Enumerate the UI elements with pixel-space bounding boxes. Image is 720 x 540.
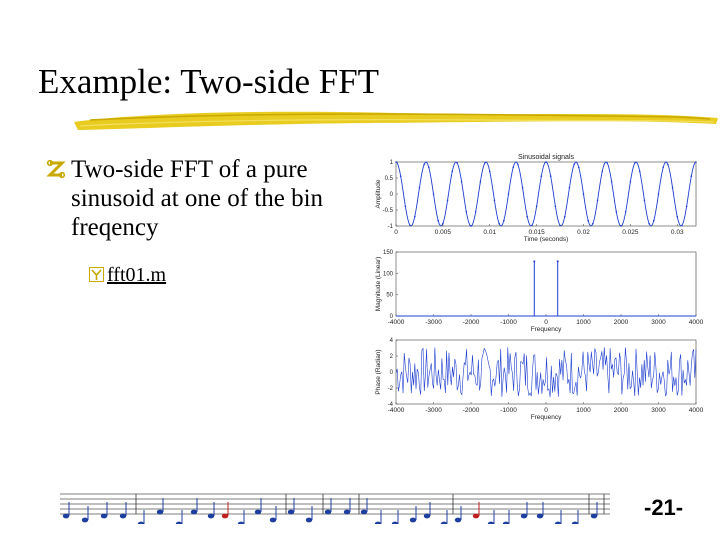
- x-tick-label: 0: [544, 407, 548, 414]
- data-point: [498, 223, 500, 225]
- music-note: [191, 510, 197, 515]
- music-note: [473, 514, 479, 519]
- data-point: [466, 211, 468, 213]
- x-tick-label: -3000: [425, 319, 442, 326]
- data-point: [616, 211, 618, 213]
- music-note: [455, 518, 461, 523]
- y-tick-label: 2: [389, 354, 393, 360]
- data-point: [517, 164, 519, 166]
- music-note: [288, 510, 294, 515]
- x-tick-label: 2000: [613, 407, 629, 414]
- data-point: [461, 181, 463, 183]
- data-point: [644, 199, 646, 201]
- x-tick-label: 0.03: [670, 229, 684, 236]
- data-point: [409, 225, 411, 227]
- y-tick-label: 0: [389, 192, 393, 198]
- data-point: [606, 162, 608, 164]
- data-point: [484, 162, 486, 164]
- music-note: [488, 522, 494, 524]
- command-key-bullet-icon: [46, 158, 66, 180]
- data-point: [437, 220, 439, 222]
- music-note: [306, 518, 312, 523]
- x-tick-label: 1000: [576, 407, 591, 414]
- data-point: [639, 171, 641, 173]
- data-point: [470, 225, 472, 227]
- music-note: [270, 518, 276, 523]
- y-axis-label: Phase (Radian): [375, 349, 382, 395]
- data-point: [531, 225, 533, 227]
- y-axis-label: Magnitude (Linear): [375, 256, 382, 312]
- data-point: [508, 193, 510, 195]
- data-point: [494, 199, 496, 201]
- y-tick-label: 50: [386, 292, 393, 299]
- data-point: [475, 211, 477, 213]
- data-point: [578, 167, 580, 169]
- music-note: [176, 522, 182, 524]
- data-point: [695, 161, 697, 163]
- y-tick-label: 0: [389, 370, 393, 376]
- data-point: [536, 205, 538, 207]
- data-point: [601, 171, 603, 173]
- y-tick-label: -0.5: [382, 208, 393, 214]
- bullet-main-text: Two-side FFT of a pure sinusoid at one of the bin freqency: [71, 156, 324, 241]
- x-tick-label: 2000: [613, 319, 629, 326]
- plot-frame-1: [396, 162, 696, 226]
- music-note: [101, 514, 107, 519]
- data-point: [400, 175, 402, 177]
- data-point: [681, 225, 683, 227]
- y-tick-label: -2: [387, 386, 393, 392]
- y-tick-label: 150: [382, 250, 393, 256]
- music-note: [157, 510, 163, 515]
- y-tick-label: 0: [389, 314, 393, 320]
- x-tick-label: -1000: [500, 407, 517, 414]
- data-point: [395, 161, 397, 163]
- x-axis-label: Frequency: [530, 326, 562, 333]
- data-point: [405, 205, 407, 207]
- data-point: [672, 187, 674, 189]
- music-note: [537, 514, 543, 519]
- music-note: [424, 514, 430, 519]
- x-axis-label: Frequency: [530, 414, 562, 421]
- x-tick-label: 1000: [576, 319, 591, 326]
- music-note: [255, 510, 261, 515]
- data-point: [597, 199, 599, 201]
- data-point: [550, 175, 552, 177]
- x-tick-label: -4000: [387, 319, 405, 326]
- x-axis-label: Time (seconds): [523, 236, 569, 243]
- music-note: [591, 514, 597, 519]
- data-point: [691, 175, 693, 177]
- music-note: [503, 522, 509, 524]
- y-tick-label: 100: [382, 271, 393, 278]
- x-tick-label: 0.005: [434, 229, 452, 236]
- data-point: [456, 162, 458, 164]
- data-point: [634, 162, 636, 164]
- data-point: [658, 193, 660, 195]
- fft01-link[interactable]: fft01.m: [107, 264, 167, 286]
- plot-frame-2: [396, 252, 696, 316]
- x-tick-label: 0.01: [483, 229, 497, 236]
- x-tick-label: 4000: [688, 319, 704, 326]
- data-point: [442, 223, 444, 225]
- data-point: [545, 161, 547, 163]
- y-tick-label: 0.5: [384, 176, 393, 182]
- music-note: [222, 514, 228, 519]
- x-tick-label: 3000: [651, 319, 666, 326]
- data-point: [423, 164, 425, 166]
- music-staff-decoration: [60, 488, 610, 524]
- music-note: [392, 522, 398, 524]
- x-tick-label: 0.015: [528, 229, 545, 236]
- data-point: [447, 199, 449, 201]
- data-point: [583, 193, 585, 195]
- data-point: [522, 187, 524, 189]
- data-point: [587, 220, 589, 222]
- fft-figure: [366, 150, 708, 450]
- music-note: [238, 522, 244, 524]
- data-point: [489, 171, 491, 173]
- data-point: [541, 175, 543, 177]
- music-note: [63, 514, 69, 519]
- x-tick-label: -2000: [462, 407, 480, 414]
- x-tick-label: 3000: [651, 407, 666, 414]
- data-point: [569, 187, 571, 189]
- data-point: [419, 187, 421, 189]
- music-note: [555, 522, 561, 524]
- y-tick-label: 4: [389, 338, 393, 344]
- data-point: [592, 223, 594, 225]
- y-tick-label: -1: [387, 224, 393, 230]
- title-brush-stroke: [70, 106, 720, 132]
- data-point: [662, 167, 664, 169]
- music-note: [410, 518, 416, 523]
- data-point: [573, 164, 575, 166]
- music-note: [344, 510, 350, 515]
- music-note: [521, 514, 527, 519]
- x-tick-label: -2000: [462, 319, 480, 326]
- data-point: [648, 223, 650, 225]
- data-point: [630, 181, 632, 183]
- data-point: [620, 225, 622, 227]
- x-tick-label: 0: [394, 229, 398, 236]
- data-point: [625, 211, 627, 213]
- data-point: [555, 205, 557, 207]
- music-note: [572, 522, 578, 524]
- data-point: [564, 216, 566, 218]
- music-note: [375, 522, 381, 524]
- data-point: [526, 216, 528, 218]
- x-tick-label: 0: [544, 319, 548, 326]
- x-tick-label: -3000: [425, 407, 442, 414]
- y-tick-label: -4: [387, 402, 393, 408]
- magnitude-peak-point: [533, 260, 535, 262]
- data-point: [559, 225, 561, 227]
- music-note: [208, 514, 214, 519]
- music-note: [441, 522, 447, 524]
- music-note: [361, 510, 367, 515]
- data-point: [433, 193, 435, 195]
- bullet-main: [46, 155, 346, 242]
- y-tick-label: 1: [389, 160, 393, 166]
- music-note: [138, 522, 144, 524]
- magnitude-peak-point: [557, 260, 559, 262]
- x-tick-label: 0.025: [622, 229, 639, 236]
- chart-title: Sinusoidal signals: [517, 154, 575, 161]
- bullet-sub: [89, 263, 166, 287]
- data-point: [451, 171, 453, 173]
- x-tick-label: -1000: [500, 319, 517, 326]
- x-tick-label: -4000: [387, 407, 405, 414]
- x-tick-label: 4000: [688, 407, 704, 414]
- data-point: [414, 216, 416, 218]
- data-point: [503, 220, 505, 222]
- data-point: [480, 181, 482, 183]
- data-point: [686, 205, 688, 207]
- y-axis-label: Amplitude: [375, 179, 382, 209]
- page-number: -21-: [644, 495, 684, 520]
- data-point: [611, 181, 613, 183]
- slide-title: Example: Two-side FFT: [38, 62, 380, 101]
- data-point: [653, 220, 655, 222]
- music-note: [325, 510, 331, 515]
- music-note: [120, 514, 126, 519]
- data-point: [428, 167, 430, 169]
- y-box-bullet-icon: [89, 267, 104, 282]
- data-point: [676, 216, 678, 218]
- music-note: [82, 518, 88, 523]
- data-point: [667, 164, 669, 166]
- data-point: [512, 167, 514, 169]
- x-tick-label: 0.02: [577, 229, 590, 236]
